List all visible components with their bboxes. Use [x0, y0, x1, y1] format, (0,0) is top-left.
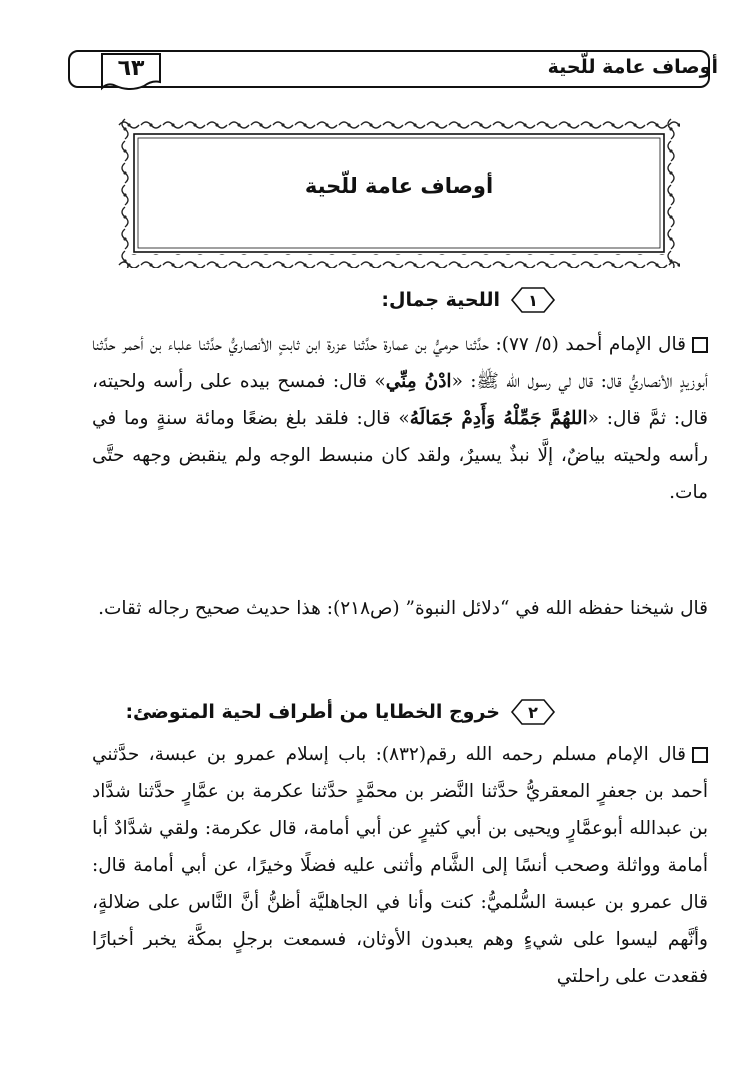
- section-2-title: خروج الخطايا من أطراف لحية المتوضئ:: [125, 701, 500, 723]
- hadith-quote: اللهُمَّ جَمِّلْهُ وَأَدِمْ جَمَالَهُ: [409, 408, 588, 429]
- checkbox-square-icon: [692, 747, 708, 763]
- paragraph-text: » قال: فمسح بيده على رأسه ولحيته، قال: ثمَّ قال: «: [92, 371, 709, 429]
- section-1-paragraph-1: [92, 326, 708, 511]
- section-1-heading: [381, 286, 556, 314]
- checkbox-square-icon: [692, 337, 708, 353]
- section-2-number-badge: [510, 698, 556, 726]
- section-1-paragraph-2: قال شيخنا حفظه الله في “دلائل النبوة” (ص٢١٨): هذا حديث صحيح رجاله ثقات.: [98, 598, 708, 619]
- section-2-paragraph-1: [92, 736, 708, 995]
- running-title: أوصاف عامة للّحية: [547, 56, 718, 78]
- hadith-quote: ادْنُ مِنِّي: [385, 371, 452, 392]
- section-1-title: اللحية جمال:: [381, 289, 500, 311]
- chapter-title: أوصاف عامة للّحية: [304, 174, 494, 198]
- section-2-number: ٢: [528, 702, 538, 722]
- section-1-number-badge: [510, 286, 556, 314]
- paragraph-text: قال الإمام مسلم رحمه الله رقم(٨٣٢): باب إسلام عمرو بن عبسة، حدَّثني أحمد بن جعفرٍ المعقريُّ حدَّثنا النَّضر بن محمَّدٍ حدَّثنا عكرمة بن عمَّارٍ حدَّثنا شدَّاد بن عبدالله أبوعمَّارٍ ويحيى بن أبي كثيرٍ عن أبي أمامة، قال عكرمة: ولقي شدَّادٌ أبا أمامة وواثلة وصحب أنسًا إلى الشَّام وأثنى عليه فضلًا وخيرًا، عن أبي أمامة قال: قال عمرو بن عبسة السُّلميُّ: كنت وأنا في الجاهليَّة أظنُّ أنَّ النَّاس على ضلالةٍ، وأنَّهم ليسوا على شيءٍ وهم يعبدون الأوثان، فسمعت برجلٍ بمكَّة يخبر أخبارًا فقعدت على راحلتي: [92, 744, 708, 987]
- section-2-heading: [125, 698, 556, 726]
- section-1-number: ١: [528, 290, 538, 310]
- paragraph-text: قال الإمام أحمد (٥/ ٧٧): حدَّثنا حرميُّ بن عمارة حدَّثنا عزرة ابن ثابتٍ الأنصاريُّ حدَّثنا علباء بن أحمر حدَّثنا أبوزيدٍ الأنصاريُّ قال: قال لي رسول الله ﷺ: «: [92, 334, 708, 392]
- page-number: ٦٣: [117, 56, 145, 81]
- paragraph-text: » قال: فلقد بلغ بضعًا ومائة سنةٍ وما في رأسه ولحيته بياضٌ، إلَّا نبذٌ يسيرٌ، ولقد كان منبسط الوجه ولم ينقبض وجهه حتَّى مات.: [92, 408, 708, 503]
